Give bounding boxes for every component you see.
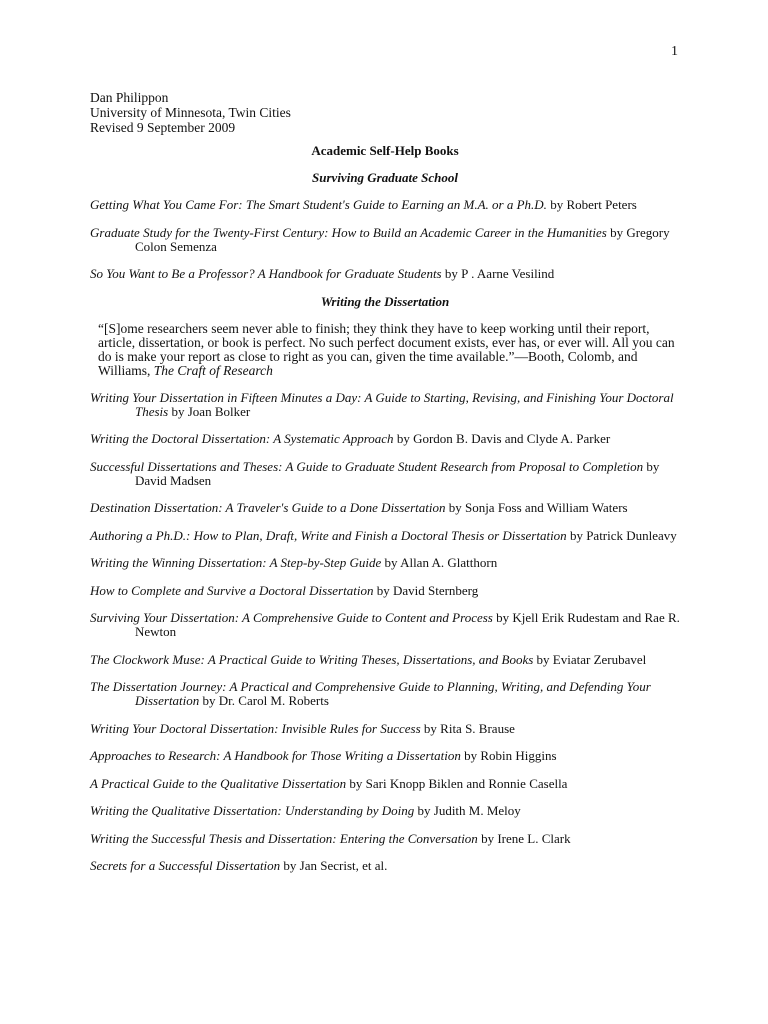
- book-entry: [90, 804, 680, 818]
- epigraph-quote: [90, 322, 680, 378]
- institution: University of Minnesota, Twin Cities: [90, 105, 291, 120]
- quote-source-title: The Craft of Research: [153, 362, 273, 378]
- book-entry: [90, 777, 680, 791]
- book-title: The Clockwork Muse: A Practical Guide to Writing Theses, Dissertations, and Books: [90, 651, 534, 667]
- book-title: Authoring a Ph.D.: How to Plan, Draft, Write and Finish a Doctoral Thesis or Dissertation: [90, 527, 567, 543]
- book-author: by Allan A. Glatthorn: [381, 555, 498, 570]
- quote-text: “[S]ome researchers seem never able to finish; they think they have to keep working until their report, article, dissertation, or book is perfect. No such perfect document exists, ever has, or ever will. All you can do is make your report as close to right as you can, given the time available.”—Booth, Colomb, and Williams,: [98, 320, 675, 378]
- book-title: Writing the Winning Dissertation: A Step-by-Step Guide: [90, 555, 382, 570]
- book-entry: [90, 198, 680, 212]
- book-author: by Kjell Erik Rudestam and Rae R. Newton: [135, 610, 680, 639]
- book-entry: [90, 432, 680, 446]
- book-author: by David Madsen: [135, 458, 660, 488]
- book-title: Secrets for a Successful Dissertation: [90, 858, 281, 873]
- book-author: by Joan Bolker: [168, 403, 251, 419]
- book-author: by Jan Secrist, et al.: [280, 858, 388, 873]
- book-entry: [90, 680, 680, 708]
- book-entry: [90, 859, 680, 873]
- book-title: Getting What You Came For: The Smart Student's Guide to Earning an M.A. or a Ph.D.: [90, 197, 547, 212]
- book-author: by Dr. Carol M. Roberts: [199, 693, 329, 708]
- book-title: How to Complete and Survive a Doctoral Dissertation: [90, 582, 374, 598]
- book-title: A Practical Guide to the Qualitative Dissertation: [90, 775, 347, 791]
- section-title: Surviving Graduate School: [312, 170, 458, 185]
- book-entry: [90, 556, 680, 570]
- book-title: Successful Dissertations and Theses: A Guide to Graduate Student Research from Proposal to Completion: [90, 458, 644, 474]
- book-title: Writing Your Dissertation in Fifteen Minutes a Day: A Guide to Starting, Revising, and Finishing Your Doctoral Thesis: [90, 389, 674, 419]
- book-author: by Judith M. Meloy: [414, 803, 521, 818]
- book-author: by Gregory Colon Semenza: [135, 224, 670, 254]
- book-title: Writing the Qualitative Dissertation: Understanding by Doing: [90, 803, 415, 818]
- document-header: [90, 90, 291, 135]
- book-title: Writing the Successful Thesis and Dissertation: Entering the Conversation: [90, 830, 478, 846]
- book-author: by Sari Knopp Biklen and Ronnie Casella: [346, 775, 568, 791]
- section-title: Writing the Dissertation: [320, 293, 450, 309]
- author-name: Dan Philippon: [90, 90, 169, 105]
- book-author: by Rita S. Brause: [420, 720, 515, 736]
- book-title: Destination Dissertation: A Traveler's Guide to a Done Dissertation: [90, 500, 446, 515]
- book-author: by Patrick Dunleavy: [566, 527, 677, 543]
- book-title: The Dissertation Journey: A Practical and Comprehensive Guide to Planning, Writing, and Defending Your Dissertation: [90, 679, 651, 708]
- revision-date: Revised 9 September 2009: [90, 120, 236, 135]
- book-entry: [90, 653, 680, 667]
- book-entry: [90, 832, 680, 846]
- book-author: by P . Aarne Vesilind: [441, 266, 555, 281]
- book-entry: [90, 611, 680, 639]
- book-title: Graduate Study for the Twenty-First Century: How to Build an Academic Career in the Humanities: [90, 224, 607, 240]
- book-entry: [90, 460, 680, 488]
- book-entry: [90, 749, 680, 763]
- book-entry: [90, 226, 680, 254]
- book-entry: [90, 267, 680, 281]
- book-author: by Gordon B. Davis and Clyde A. Parker: [393, 431, 611, 446]
- book-title: Approaches to Research: A Handbook for Those Writing a Dissertation: [90, 748, 461, 763]
- book-entry: [90, 501, 680, 515]
- book-list: [90, 391, 680, 874]
- book-author: by David Sternberg: [373, 582, 479, 598]
- book-author: by Robin Higgins: [460, 748, 557, 763]
- page-number: 1: [671, 44, 678, 59]
- book-title: Writing Your Doctoral Dissertation: Invisible Rules for Success: [90, 720, 421, 736]
- book-entry: [90, 529, 680, 543]
- book-author: by Eviatar Zerubavel: [533, 651, 647, 667]
- book-list: [90, 198, 680, 281]
- book-entry: [90, 391, 680, 419]
- book-author: by Irene L. Clark: [477, 830, 571, 846]
- document-body: [90, 144, 680, 887]
- book-author: by Sonja Foss and William Waters: [445, 500, 628, 515]
- book-entry: [90, 584, 680, 598]
- book-entry: [90, 722, 680, 736]
- book-title: Surviving Your Dissertation: A Comprehensive Guide to Content and Process: [90, 610, 493, 625]
- document-title: Academic Self-Help Books: [311, 143, 459, 158]
- book-author: by Robert Peters: [546, 197, 637, 212]
- book-title: So You Want to Be a Professor? A Handbook for Graduate Students: [90, 266, 442, 281]
- book-title: Writing the Doctoral Dissertation: A Systematic Approach: [90, 431, 394, 446]
